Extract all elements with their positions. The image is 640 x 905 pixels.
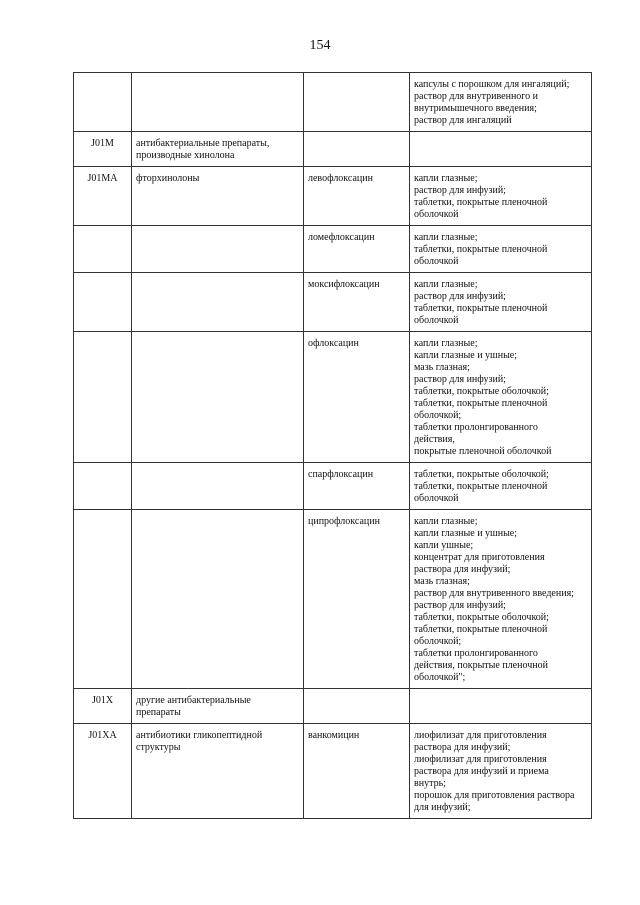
dosage-form-line: капли ушные; [414, 540, 474, 551]
dosage-form-line: внутрь; [414, 778, 446, 789]
dosage-forms-cell [410, 167, 592, 226]
dosage-form-line: капли глазные; [414, 173, 478, 184]
atc-code-cell [74, 226, 132, 273]
table-body [74, 73, 592, 819]
group-line: структуры [136, 742, 181, 753]
table-row [74, 510, 592, 689]
dosage-form-line: таблетки, покрытые пленочной [414, 481, 548, 492]
table-row [74, 463, 592, 510]
group-line: фторхинолоны [136, 173, 200, 184]
group-line: антибактериальные препараты, [136, 138, 270, 149]
dosage-form-line: капли глазные; [414, 516, 478, 527]
dosage-form-line: раствора для инфузий; [414, 742, 511, 753]
dosage-form-line: оболочкой [414, 209, 459, 220]
drug-name-cell: ципрофлоксацин [304, 510, 410, 689]
dosage-form-line: таблетки, покрытые пленочной [414, 197, 548, 208]
atc-code-cell [74, 510, 132, 689]
dosage-form-line: лиофилизат для приготовления [414, 730, 547, 741]
dosage-form-line: внутримышечного введения; [414, 103, 537, 114]
drug-name-cell: ванкомицин [304, 724, 410, 819]
anatomical-therapeutic-group-cell [132, 724, 304, 819]
dosage-form-line: покрытые пленочной оболочкой [414, 446, 552, 457]
dosage-form-line: раствор для инфузий; [414, 374, 506, 385]
dosage-form-line: для инфузий; [414, 802, 471, 813]
dosage-forms-cell [410, 132, 592, 167]
atc-code-cell: J01XA [74, 724, 132, 819]
dosage-form-line: оболочкой [414, 493, 459, 504]
dosage-form-line: капли глазные; [414, 232, 478, 243]
anatomical-therapeutic-group-cell [132, 510, 304, 689]
dosage-form-line: таблетки пролонгированного [414, 422, 538, 433]
table-row [74, 332, 592, 463]
anatomical-therapeutic-group-cell [132, 463, 304, 510]
dosage-form-line: таблетки пролонгированного [414, 648, 538, 659]
group-line: производные хинолона [136, 150, 235, 161]
anatomical-therapeutic-group-cell [132, 132, 304, 167]
dosage-form-line: раствора для инфузий; [414, 564, 511, 575]
dosage-form-line: таблетки, покрытые оболочкой; [414, 612, 549, 623]
dosage-form-line: капли глазные и ушные; [414, 528, 518, 539]
dosage-form-line: капли глазные и ушные; [414, 350, 518, 361]
dosage-forms-cell [410, 510, 592, 689]
dosage-form-line: раствор для инфузий; [414, 600, 506, 611]
page-number: 154 [309, 38, 331, 53]
drug-name-cell [304, 73, 410, 132]
dosage-form-line: оболочкой"; [414, 672, 466, 683]
anatomical-therapeutic-group-cell [132, 689, 304, 724]
table-row [74, 226, 592, 273]
dosage-form-line: оболочкой [414, 315, 459, 326]
dosage-form-line: оболочкой; [414, 410, 462, 421]
drug-name-cell [304, 132, 410, 167]
dosage-form-line: раствора для инфузий и приема [414, 766, 549, 777]
drug-table [73, 72, 592, 819]
dosage-form-line: действия, покрытые пленочной [414, 660, 548, 671]
group-line: другие антибактериальные [136, 695, 251, 706]
dosage-form-line: лиофилизат для приготовления [414, 754, 547, 765]
dosage-form-line: оболочкой [414, 256, 459, 267]
dosage-form-line: оболочкой; [414, 636, 462, 647]
drug-name-cell: спарфлоксацин [304, 463, 410, 510]
table-row [74, 73, 592, 132]
atc-code-cell [74, 73, 132, 132]
drug-name-cell: офлоксацин [304, 332, 410, 463]
dosage-forms-cell [410, 332, 592, 463]
dosage-form-line: раствор для внутривенного введения; [414, 588, 574, 599]
dosage-form-line: раствор для ингаляций [414, 115, 512, 126]
anatomical-therapeutic-group-cell [132, 73, 304, 132]
anatomical-therapeutic-group-cell [132, 273, 304, 332]
dosage-form-line: раствор для инфузий; [414, 291, 506, 302]
dosage-forms-cell [410, 724, 592, 819]
atc-code-cell [74, 273, 132, 332]
table-row [74, 724, 592, 819]
dosage-forms-cell [410, 273, 592, 332]
table-row [74, 167, 592, 226]
dosage-forms-cell [410, 226, 592, 273]
dosage-form-line: раствор для инфузий; [414, 185, 506, 196]
dosage-form-line: таблетки, покрытые пленочной [414, 398, 548, 409]
dosage-form-line: капсулы с порошком для ингаляций; [414, 79, 570, 90]
drug-name-cell [304, 689, 410, 724]
dosage-form-line: таблетки, покрытые пленочной [414, 303, 548, 314]
dosage-form-line: капли глазные; [414, 338, 478, 349]
group-line: препараты [136, 707, 181, 718]
atc-code-cell [74, 332, 132, 463]
atc-code-cell: J01MA [74, 167, 132, 226]
drug-name-cell: ломефлоксацин [304, 226, 410, 273]
dosage-forms-cell [410, 689, 592, 724]
group-line: антибиотики гликопептидной [136, 730, 263, 741]
table-row [74, 689, 592, 724]
dosage-form-line: действия, [414, 434, 455, 445]
dosage-forms-cell [410, 463, 592, 510]
dosage-form-line: раствор для внутривенного и [414, 91, 539, 102]
dosage-form-line: таблетки, покрытые пленочной [414, 244, 548, 255]
atc-code-cell [74, 463, 132, 510]
table-row [74, 132, 592, 167]
anatomical-therapeutic-group-cell [132, 226, 304, 273]
table-row [74, 273, 592, 332]
dosage-form-line: таблетки, покрытые оболочкой; [414, 469, 549, 480]
drug-name-cell: левофлоксацин [304, 167, 410, 226]
dosage-form-line: мазь глазная; [414, 362, 470, 373]
dosage-form-line: капли глазные; [414, 279, 478, 290]
dosage-form-line: порошок для приготовления раствора [414, 790, 575, 801]
dosage-form-line: мазь глазная; [414, 576, 470, 587]
anatomical-therapeutic-group-cell [132, 167, 304, 226]
drug-name-cell: моксифлоксацин [304, 273, 410, 332]
dosage-form-line: таблетки, покрытые пленочной [414, 624, 548, 635]
dosage-form-line: таблетки, покрытые оболочкой; [414, 386, 549, 397]
anatomical-therapeutic-group-cell [132, 332, 304, 463]
dosage-forms-cell [410, 73, 592, 132]
dosage-form-line: концентрат для приготовления [414, 552, 545, 563]
atc-code-cell: J01M [74, 132, 132, 167]
atc-code-cell: J01X [74, 689, 132, 724]
